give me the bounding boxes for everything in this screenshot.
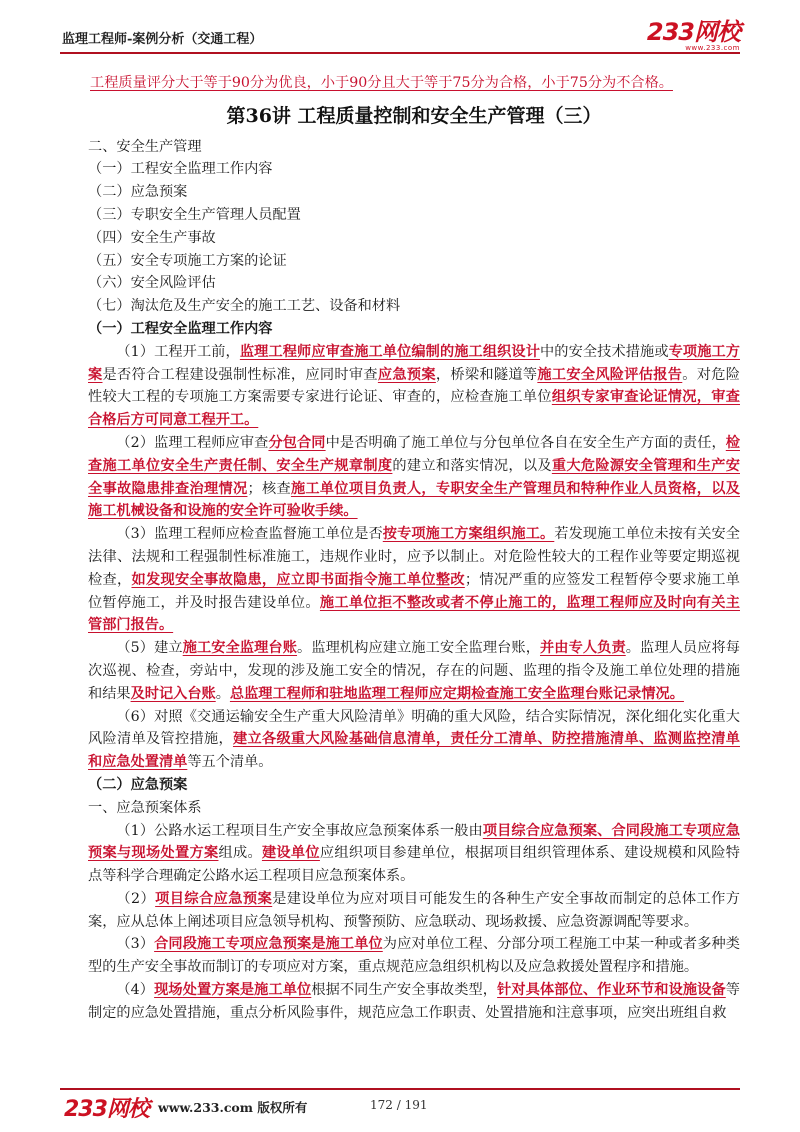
document-title: 监理工程师-案例分析（交通工程） <box>62 32 263 47</box>
highlight: 项目综合应急预案 <box>155 890 273 907</box>
highlight: 合同段施工专项应急预案是施工单位 <box>154 936 383 953</box>
highlight: 并由专人负责 <box>539 640 626 657</box>
highlight: 应急预案 <box>377 366 436 383</box>
text: 为应对单位工程、分部分项工程施工中某一种或者多种类型的生产安全事故而制订的专项应对方案，重点规范应急组织机构以及应急救援处置程序和措施。 <box>88 936 740 976</box>
text: 是建设单位为应对项目可能发生的各种生产安全事故而制定的总体工作方案，应从总体上阐述项目应急领导机构、预警预防、应急联动、现场救援、应急资源调配等要求。 <box>88 890 740 930</box>
paragraph-ep-2 <box>88 888 740 934</box>
text: 中是否明确了施工单位与分包单位各自在安全生产方面的责任， <box>325 434 726 451</box>
highlight: 分包合同 <box>268 434 326 451</box>
page-content <box>88 72 740 1025</box>
highlight: 重大危险源安全管理和生产安全事故隐患排查治理情况 <box>88 457 740 497</box>
paragraph-6 <box>88 706 740 774</box>
outline-item: （三）专职安全生产管理人员配置 <box>88 206 301 223</box>
text: （4） <box>116 982 155 999</box>
outline-item: （四）安全生产事故 <box>88 229 216 246</box>
highlight: 施工单位拒不整改或者不停止施工的，监理工程师应及时向有关主管部门报告。 <box>88 594 740 634</box>
highlight: 检查施工单位安全生产责任制、安全生产规章制度 <box>88 434 740 474</box>
outline-item: （一）工程安全监理工作内容 <box>88 161 273 178</box>
page-number: 172 / 191 <box>370 1098 428 1112</box>
text: 。监理人员应将每次巡视、检查，旁站中，发现的涉及施工安全的情况，存在的问题、监理的指令及施工单位处理的措施和结果 <box>88 640 740 702</box>
section-heading: （一）工程安全监理工作内容 <box>88 320 273 337</box>
highlight: 针对具体部位、作业环节和设施设备 <box>497 982 726 999</box>
text: 的建立和落实情况，以及 <box>392 457 552 474</box>
footer-logo: 233网校 <box>64 1097 149 1122</box>
highlight: 施工安全监理台账 <box>182 640 298 657</box>
paragraph-3 <box>88 523 740 637</box>
text: ，桥梁和隧道等 <box>435 366 538 383</box>
highlight: 及时记入台账 <box>130 685 216 702</box>
text: （3） <box>116 936 155 953</box>
text: （2）监理工程师应审查 <box>116 434 269 451</box>
text: 若发现施工单位未按有关安全法律、法规和工程强制性标准施工，违规作业时，应予以制止。对危险性较大的工程作业等要定期巡视检查， <box>88 526 740 588</box>
highlight: 项目综合应急预案、合同段施工专项应急预案与现场处置方案 <box>88 822 740 862</box>
text: 组成。 <box>218 845 262 862</box>
text: 应组织项目参建单位，根据项目组织管理体系、建设规模和风险特点等科学合理确定公路水运工程项目应急预案体系。 <box>88 845 740 885</box>
text: ；核查 <box>247 480 291 497</box>
text: （1）公路水运工程项目生产安全事故应急预案体系一般由 <box>116 822 483 839</box>
text: 。 <box>215 685 230 702</box>
text: 等五个清单。 <box>187 754 273 771</box>
highlight: 施工安全风险评估报告 <box>537 366 683 383</box>
brand-logo <box>647 20 740 52</box>
subsection-heading: 一、应急预案体系 <box>88 799 202 816</box>
highlight: 如发现安全事故隐患，应立即书面指令施工单位整改 <box>131 571 465 588</box>
highlight: 现场处置方案是施工单位 <box>154 982 312 999</box>
outline-item: （六）安全风险评估 <box>88 275 216 292</box>
logo-subtext: www.233.com <box>685 44 740 52</box>
text: 中的安全技术措施或 <box>539 343 669 360</box>
text: 等制定的应急处置措施，重点分析风险事件，规范应急工作职责、处置措施和注意事项，应突出班组自救 <box>88 982 740 1021</box>
paragraph-5 <box>88 637 740 705</box>
logo-text: 233网校 <box>646 18 740 46</box>
highlight: 监理工程师应审查施工单位编制的施工组织设计 <box>239 343 540 360</box>
text: （6）对照《交通运输安全生产重大风险清单》明确的重大风险，结合实际情况，深化细化实化重大风险清单及管控措施， <box>88 708 740 748</box>
text: （2） <box>116 890 156 907</box>
highlight: 组织专家审查论证情况，审查合格后方可同意工程开工。 <box>88 389 740 429</box>
highlight: 建立各级重大风险基础信息清单，责任分工清单、防控措施清单、监测监控清单和应急处置清单 <box>88 731 740 771</box>
text: 是否符合工程建设强制性标准，应同时审查 <box>102 366 378 383</box>
outline-heading: 二、安全生产管理 <box>88 138 202 155</box>
intro-note: 工程质量评分大于等于90分为优良，小于90分且大于等于75分为合格，小于75分为不合格。 <box>90 75 673 91</box>
paragraph-1 <box>88 341 740 432</box>
highlight: 建设单位 <box>261 845 320 862</box>
outline-item: （七）淘汰危及生产安全的施工工艺、设备和材料 <box>88 298 401 315</box>
highlight: 施工单位项目负责人，专职安全生产管理员和特种作业人员资格，以及施工机械设备和设施的安全许可验收手续。 <box>88 480 740 520</box>
outline <box>88 136 740 318</box>
text: 。对危险性较大工程的专项施工方案需要专家进行论证、审查的，应检查施工单位 <box>88 366 740 406</box>
section-heading: （二）应急预案 <box>88 776 188 793</box>
highlight: 按专项施工方案组织施工。 <box>382 526 555 543</box>
paragraph-2 <box>88 432 740 523</box>
text: 。监理机构应建立施工安全监理台账， <box>297 640 540 657</box>
text: （5）建立 <box>116 640 183 657</box>
paragraph-ep-1 <box>88 820 740 888</box>
footer-divider <box>60 1088 740 1090</box>
text: 根据不同生产安全事故类型， <box>311 982 498 999</box>
footer-copyright: www.233.com 版权所有 <box>158 1100 308 1115</box>
page-header <box>60 18 740 52</box>
outline-item: （二）应急预案 <box>88 184 188 201</box>
paragraph-ep-3 <box>88 933 740 979</box>
text: ；情况严重的应签发工程暂停令要求施工单位暂停施工，并及时报告建设单位。 <box>88 571 740 611</box>
highlight: 总监理工程师和驻地监理工程师应定期检查施工安全监理台账记录情况。 <box>229 685 684 702</box>
text: （1）工程开工前， <box>116 343 240 360</box>
lecture-title: 第36讲 工程质量控制和安全生产管理（三） <box>226 104 602 127</box>
header-divider <box>60 52 740 54</box>
paragraph-ep-4 <box>88 979 740 1025</box>
highlight: 专项施工方案 <box>88 343 740 383</box>
page-footer <box>60 1092 740 1122</box>
outline-item: （五）安全专项施工方案的论证 <box>88 252 287 269</box>
text: （3）监理工程师应检查监督施工单位是否 <box>116 526 383 543</box>
